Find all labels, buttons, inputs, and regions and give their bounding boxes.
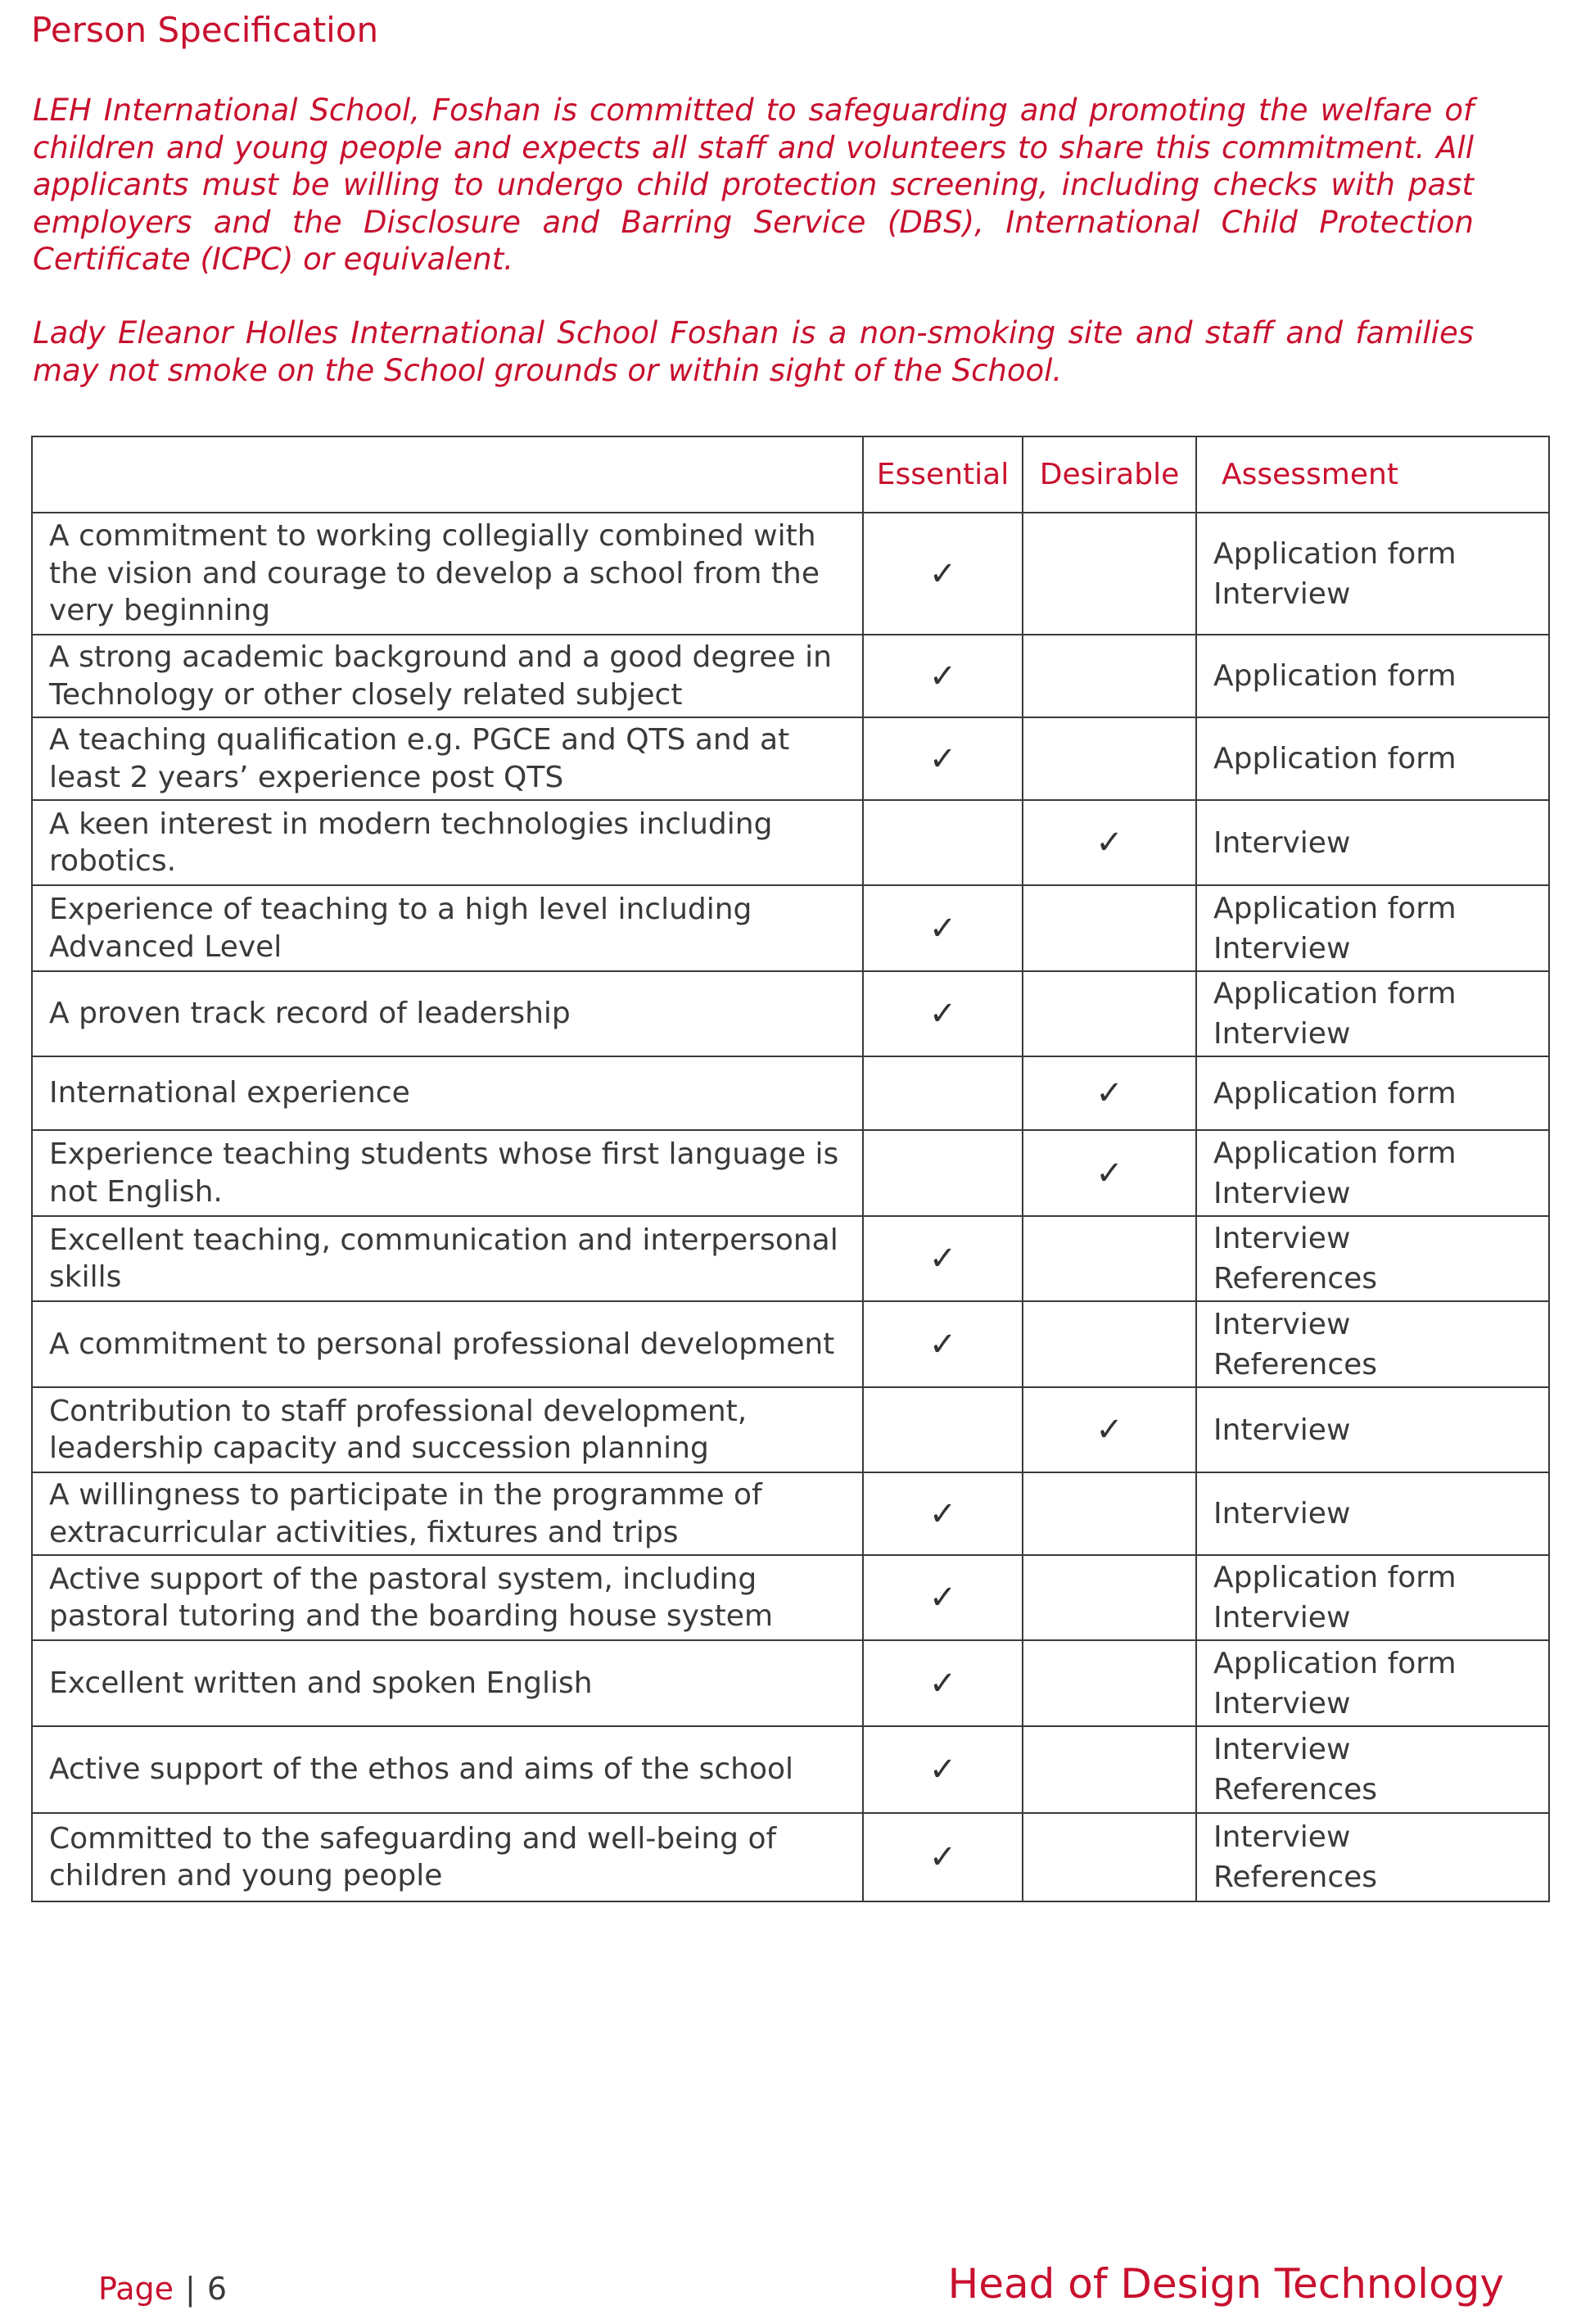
essential-cell [863,1056,1023,1130]
essential-cell [863,800,1023,885]
assessment-method: References [1213,1861,1378,1894]
table-row [32,971,1549,1056]
criteria-cell: A commitment to working collegially combined with the vision and courage to develop a school from the very beginning [32,513,863,635]
desirable-cell [1023,1472,1196,1555]
criteria-cell: Contribution to staff professional development, leadership capacity and succession planning [32,1387,863,1472]
assessment-method: Application form [1213,1076,1457,1110]
desirable-cell [1023,1726,1196,1813]
essential-cell [863,1387,1023,1472]
essential-cell: ✓ [863,717,1023,800]
assessment-method: Application form [1213,977,1457,1011]
assessment-method: Interview [1213,1497,1351,1530]
assessment-header: Assessment [1196,436,1549,513]
assessment-method: Application form [1213,536,1457,571]
essential-cell: ✓ [863,1813,1023,1901]
assessment-cell [1196,1216,1549,1301]
essential-cell: ✓ [863,1472,1023,1555]
essential-cell: ✓ [863,513,1023,635]
assessment-method: References [1213,1347,1378,1381]
desirable-cell [1023,1216,1196,1301]
criteria-cell: Excellent teaching, communication and interpersonal skills [32,1216,863,1301]
assessment-cell [1196,717,1549,800]
criteria-cell: Experience of teaching to a high level including Advanced Level [32,885,863,971]
assessment-method: Interview [1213,1176,1351,1210]
table-row [32,1813,1549,1901]
criteria-cell: Excellent written and spoken English [32,1640,863,1726]
assessment-method: Interview [1213,1686,1351,1720]
assessment-cell [1196,1387,1549,1472]
desirable-cell [1023,971,1196,1056]
table-row [32,635,1549,717]
criteria-cell: Committed to the safeguarding and well-being of children and young people [32,1813,863,1901]
assessment-cell [1196,513,1549,635]
desirable-cell [1023,513,1196,635]
page-separator: | [185,2271,196,2307]
assessment-method: Application form [1213,742,1457,775]
assessment-cell [1196,800,1549,885]
criteria-cell: A strong academic background and a good degree in Technology or other closely related subject [32,635,863,717]
criteria-header [32,436,863,513]
desirable-cell [1023,1640,1196,1726]
table-row [32,1056,1549,1130]
table-row [32,513,1549,635]
assessment-method: Interview [1213,1017,1351,1051]
assessment-method: Application form [1213,891,1457,925]
criteria-cell: A willingness to participate in the programme of extracurricular activities, fixtures and trips [32,1472,863,1555]
essential-cell [863,1130,1023,1216]
essential-cell: ✓ [863,971,1023,1056]
assessment-cell [1196,1555,1549,1640]
table-row [32,800,1549,885]
criteria-cell: A keen interest in modern technologies including robotics. [32,800,863,885]
assessment-cell [1196,971,1549,1056]
desirable-cell [1023,635,1196,717]
assessment-method: Interview [1213,1307,1351,1341]
criteria-cell: A proven track record of leadership [32,971,863,1056]
job-title: Head of Design Technology [947,2260,1504,2308]
table-row [32,717,1549,800]
desirable-cell: ✓ [1023,1387,1196,1472]
criteria-cell: A commitment to personal professional development [32,1301,863,1387]
assessment-cell [1196,1813,1549,1901]
assessment-cell [1196,1640,1549,1726]
page-label: Page [98,2271,174,2307]
table-row [32,1472,1549,1555]
assessment-method: Application form [1213,659,1457,693]
criteria-cell: Active support of the pastoral system, including pastoral tutoring and the boarding house system [32,1555,863,1640]
page-title: Person Specification [31,10,379,50]
desirable-cell [1023,1555,1196,1640]
table-row [32,1130,1549,1216]
table-row [32,1726,1549,1813]
essential-cell: ✓ [863,1555,1023,1640]
desirable-cell [1023,717,1196,800]
table-header-row [32,436,1549,513]
desirable-cell: ✓ [1023,800,1196,885]
page-number-value: 6 [206,2271,227,2307]
table-row [32,1301,1549,1387]
assessment-method: Interview [1213,576,1351,611]
assessment-cell [1196,1726,1549,1813]
assessment-cell [1196,885,1549,971]
assessment-method: Application form [1213,1561,1457,1594]
essential-cell: ✓ [863,1640,1023,1726]
assessment-method: Interview [1213,931,1351,965]
table-row [32,1387,1549,1472]
table-row [32,1640,1549,1726]
essential-cell: ✓ [863,1216,1023,1301]
desirable-cell: ✓ [1023,1056,1196,1130]
safeguarding-statement: LEH International School, Foshan is committed to safeguarding and promoting the welfare of children and young people and expects all staff and volunteers to share this commitment. All applicants must be willing to undergo child protection screening, including checks with past employers and the Disclosure and Barring Service (DBS), International Child Protection Certificate (ICPC) or equivalent. [33,93,1474,277]
page-number [98,2271,227,2307]
essential-cell: ✓ [863,885,1023,971]
assessment-method: References [1213,1262,1378,1295]
assessment-cell [1196,635,1549,717]
desirable-header: Desirable [1023,436,1196,513]
table-row [32,885,1549,971]
assessment-method: Interview [1213,1601,1351,1634]
assessment-cell [1196,1056,1549,1130]
assessment-method: References [1213,1773,1378,1806]
assessment-method: Interview [1213,1733,1351,1766]
assessment-method: Interview [1213,1413,1351,1447]
table-row [32,1216,1549,1301]
essential-cell: ✓ [863,1301,1023,1387]
assessment-method: Application form [1213,1136,1457,1170]
assessment-method: Interview [1213,1222,1351,1255]
criteria-cell: International experience [32,1056,863,1130]
desirable-cell [1023,1301,1196,1387]
desirable-cell [1023,885,1196,971]
assessment-cell [1196,1472,1549,1555]
desirable-cell: ✓ [1023,1130,1196,1216]
assessment-method: Interview [1213,825,1351,860]
essential-cell: ✓ [863,1726,1023,1813]
table-row [32,1555,1549,1640]
essential-cell: ✓ [863,635,1023,717]
criteria-cell: Experience teaching students whose first language is not English. [32,1130,863,1216]
assessment-method: Application form [1213,1646,1457,1680]
person-specification-table [31,436,1550,1902]
essential-header: Essential [863,436,1023,513]
assessment-method: Interview [1213,1820,1351,1854]
criteria-cell: Active support of the ethos and aims of the school [32,1726,863,1813]
assessment-cell [1196,1301,1549,1387]
desirable-cell [1023,1813,1196,1901]
non-smoking-statement: Lady Eleanor Holles International School Foshan is a non-smoking site and staff and families may not smoke on the School grounds or within sight of the School. [33,315,1474,388]
table-body [32,513,1549,1901]
criteria-cell: A teaching qualification e.g. PGCE and QTS and at least 2 years’ experience post QTS [32,717,863,800]
assessment-cell [1196,1130,1549,1216]
